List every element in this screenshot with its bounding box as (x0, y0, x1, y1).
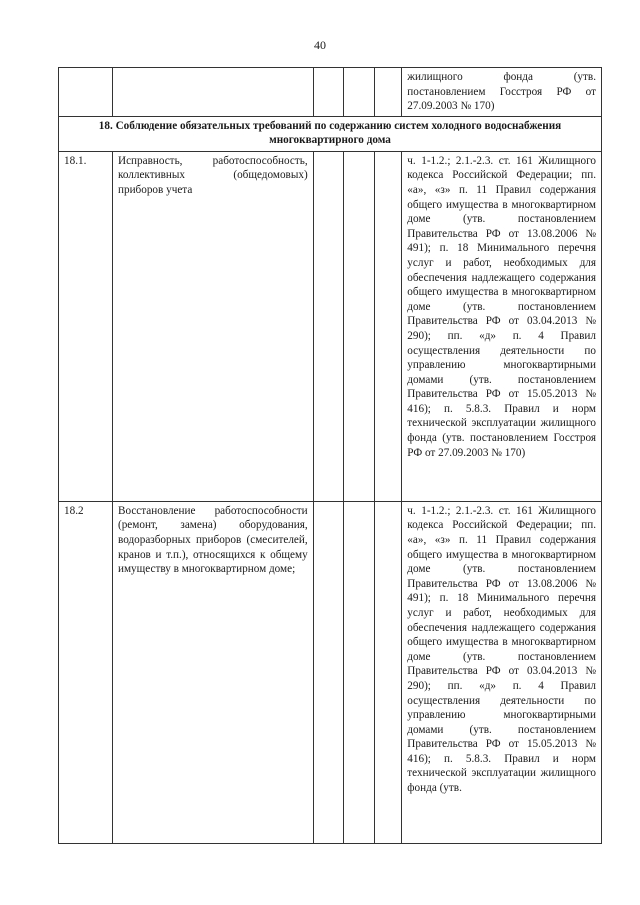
legal-reference: ч. 1-1.2.; 2.1.-2.3. ст. 161 Жилищного кодекса Российской Федерации; пп. «а», «з» п. 11 Правил содержания общего имущества в многоквартирном доме (утв. постановлением Правительства РФ от 13.08.2006 № 491); п. 18 Минимального перечня услуг и работ, необходимых для обеспечения надлежащего содержания общего имущества в многоквартирном доме (утв. постановлением Правительства РФ от 03.04.2013 № 290); пп. «д» п. 4 Правил осуществления деятельности по управлению многоквартирными домами (утв. постановлением Правительства РФ от 15.05.2013 № 416); п. 5.8.3. Правил и норм технической эксплуатации жилищного фонда (утв. постановлением Госстроя РФ от 27.09.2003 № 170) (402, 151, 602, 501)
item-description: Восстановление работоспособности (ремонт, замена) оборудования, водоразборных приборов (смесителей, кранов и т.п.), относящихся к общему имуществу в многоквартирном доме; (112, 501, 313, 843)
empty-cell (374, 501, 402, 843)
item-number (59, 68, 113, 117)
legal-reference: ч. 1-1.2.; 2.1.-2.3. ст. 161 Жилищного кодекса Российской Федерации; пп. «а», «з» п. 11 Правил содержания общего имущества в многоквартирном доме (утв. постановлением Правительства РФ от 13.08.2006 № 491); п. 18 Минимального перечня услуг и работ, необходимых для обеспечения надлежащего содержания общего имущества в многоквартирном доме (утв. постановлением Правительства РФ от 03.04.2013 № 290); пп. «д» п. 4 Правил осуществления деятельности по управлению многоквартирными домами (утв. постановлением Правительства РФ от 15.05.2013 № 416); п. 5.8.3. Правил и норм технической эксплуатации жилищного фонда (утв. (402, 501, 602, 843)
section-header-row (59, 116, 602, 151)
page-number: 40 (314, 38, 326, 52)
item-number: 18.1. (59, 151, 113, 501)
item-description (112, 68, 313, 117)
empty-cell (344, 151, 375, 501)
item-number: 18.2 (59, 501, 113, 843)
empty-cell (313, 151, 344, 501)
table-row (59, 151, 602, 501)
item-description: Исправность, работоспособность, коллективных (общедомовых) приборов учета (112, 151, 313, 501)
empty-cell (313, 68, 344, 117)
empty-cell (344, 68, 375, 117)
empty-cell (313, 501, 344, 843)
requirements-table (58, 67, 602, 844)
empty-cell (374, 151, 402, 501)
table-row (59, 501, 602, 843)
empty-cell (344, 501, 375, 843)
section-title: 18. Соблюдение обязательных требований по содержанию систем холодного водоснабжения многоквартирного дома (59, 116, 602, 151)
empty-cell (374, 68, 402, 117)
legal-reference: жилищного фонда (утв. постановлением Госстроя РФ от 27.09.2003 № 170) (402, 68, 602, 117)
table-row (59, 68, 602, 117)
